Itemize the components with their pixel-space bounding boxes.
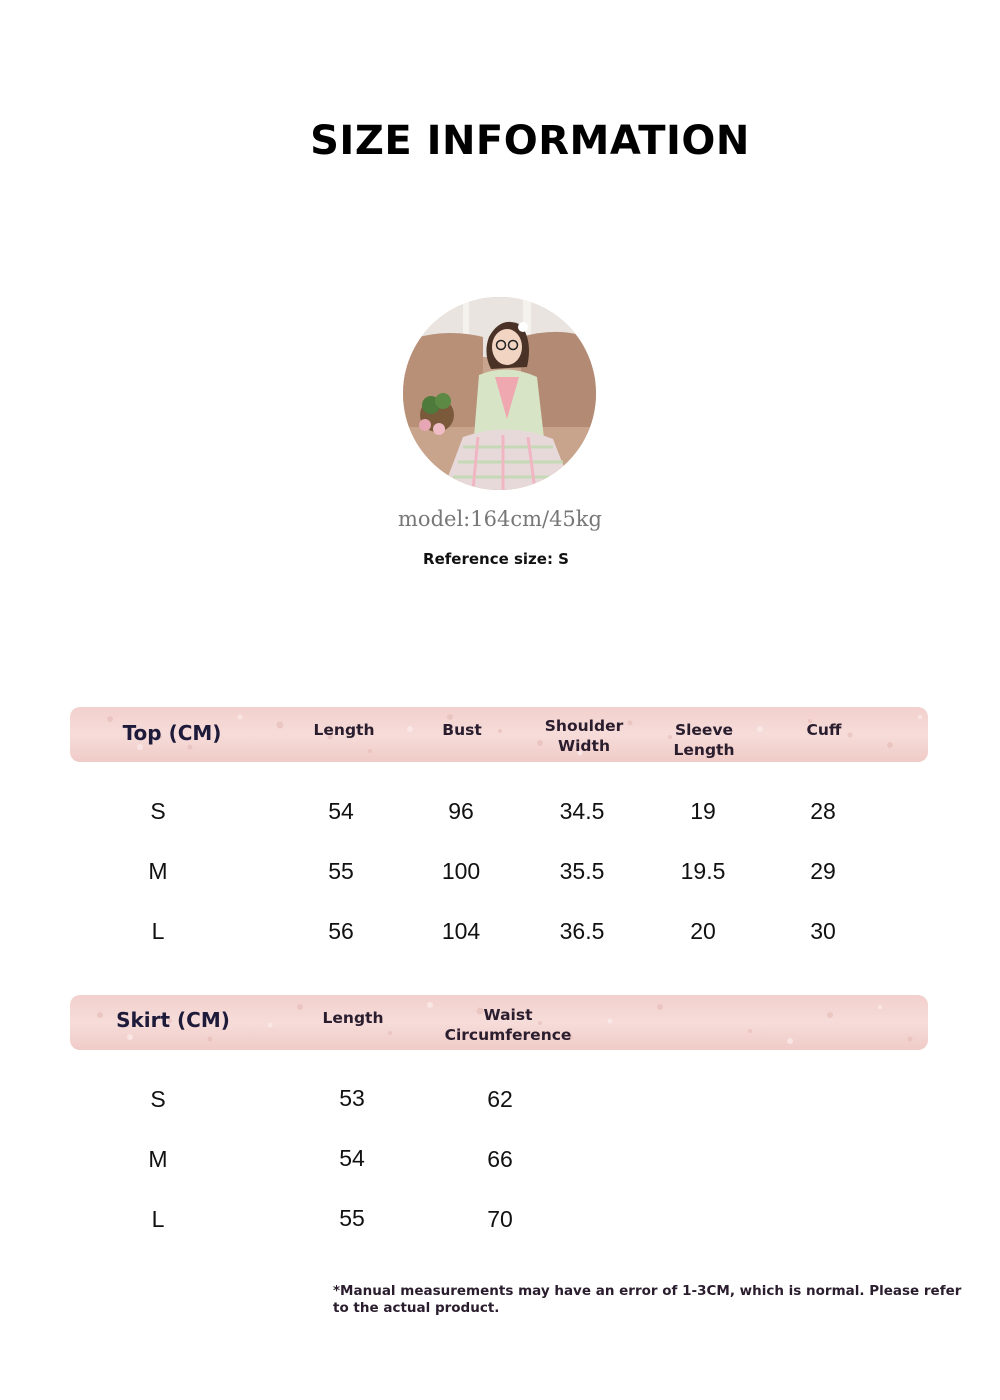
skirt-row-length: 54 (339, 1145, 365, 1171)
top-row-shoulder: 34.5 (559, 798, 605, 824)
top-row-size: L (151, 918, 165, 944)
top-row-length: 56 (328, 918, 354, 944)
model-measurements: model:164cm/45kg (398, 507, 602, 531)
top-row-shoulder: 36.5 (559, 918, 605, 944)
top-row-bust: 96 (448, 798, 474, 824)
skirt-header-waist: Waist Circumference (444, 1006, 572, 1044)
top-row-cuff: 30 (810, 918, 836, 944)
skirt-row-waist: 70 (487, 1206, 513, 1232)
top-header-cuff: Cuff (806, 721, 842, 739)
top-row-cuff: 28 (810, 798, 836, 824)
top-header-length: Length (313, 721, 375, 739)
top-row-cuff: 29 (810, 858, 836, 884)
top-row-length: 54 (328, 798, 354, 824)
skirt-row-size: M (148, 1146, 168, 1172)
skirt-row-waist: 66 (487, 1146, 513, 1172)
top-row-sleeve: 20 (690, 918, 716, 944)
skirt-row-length: 55 (339, 1205, 365, 1231)
top-header-title: Top (CM) (122, 721, 222, 745)
top-row-bust: 100 (441, 858, 481, 884)
top-row-bust: 104 (441, 918, 481, 944)
top-row-length: 55 (328, 858, 354, 884)
skirt-row-size: L (151, 1206, 165, 1232)
model-photo (403, 297, 596, 490)
top-row-sleeve: 19 (690, 798, 716, 824)
top-row-sleeve: 19.5 (680, 858, 726, 884)
skirt-header-length: Length (322, 1009, 384, 1027)
skirt-header-title: Skirt (CM) (116, 1008, 230, 1032)
top-row-shoulder: 35.5 (559, 858, 605, 884)
top-header-sleeve-length: Sleeve Length (673, 721, 735, 759)
skirt-row-waist: 62 (487, 1086, 513, 1112)
top-row-size: S (150, 798, 166, 824)
top-row-size: M (148, 858, 168, 884)
top-header-shoulder-width: Shoulder Width (544, 717, 624, 755)
measurement-note: *Manual measurements may have an error of 1-3CM, which is normal. Please refer to the actual product. (333, 1283, 962, 1316)
top-header-bust: Bust (442, 721, 482, 739)
skirt-row-size: S (150, 1086, 166, 1112)
reference-size: Reference size: S (423, 550, 569, 568)
skirt-row-length: 53 (339, 1085, 365, 1111)
page-title: SIZE INFORMATION (310, 118, 750, 164)
